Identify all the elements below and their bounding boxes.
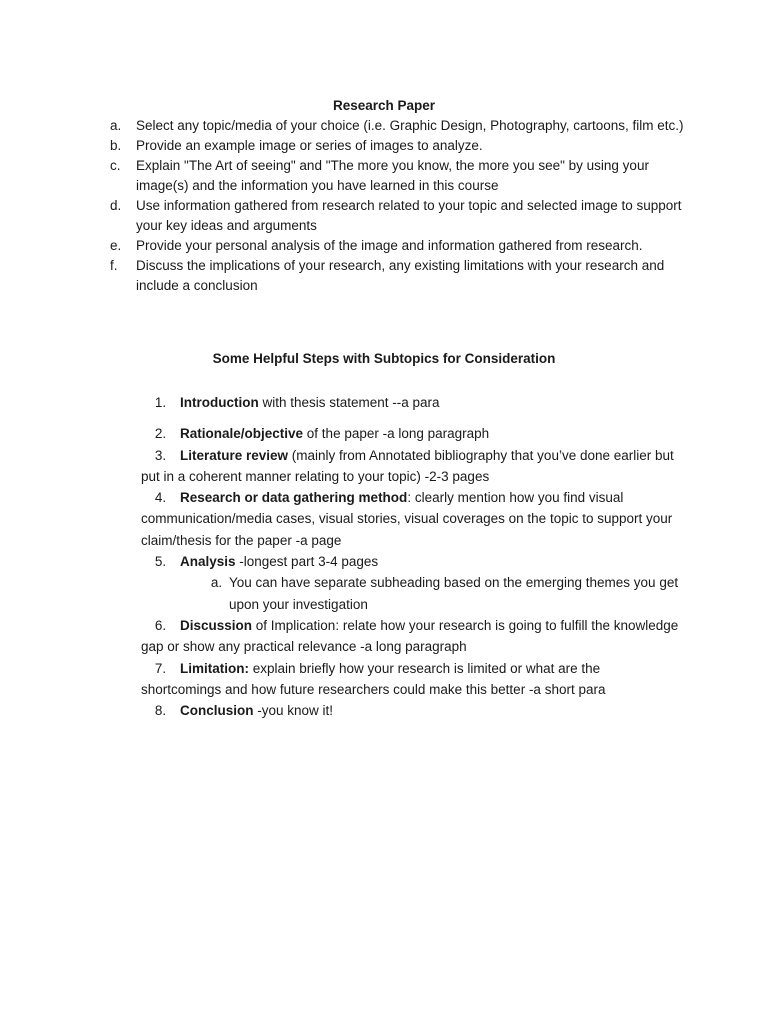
- list-marker: f.: [110, 258, 118, 273]
- step-heading: Discussion: [180, 617, 253, 633]
- step-text: -longest part 3-4 pages: [235, 554, 379, 570]
- list-marker: c.: [110, 158, 121, 173]
- subitem-text: You can have separate subheading based on the emerging themes you get upon your investigation: [229, 575, 679, 612]
- list-marker: b.: [110, 138, 122, 153]
- step-item-1: [141, 392, 681, 413]
- step-heading: Rationale/objective: [180, 426, 304, 442]
- step-item-4: [141, 487, 681, 551]
- step-heading: Introduction: [180, 395, 259, 410]
- step-number: 5.: [154, 554, 167, 570]
- list-marker: a.: [210, 575, 223, 591]
- requirements-list: [110, 116, 690, 296]
- requirement-item-a: [110, 116, 690, 136]
- requirement-item-c: [110, 156, 690, 196]
- list-marker: d.: [110, 198, 122, 213]
- step-heading: Conclusion: [180, 703, 254, 719]
- requirement-item-d: [110, 196, 690, 236]
- requirement-text: Explain "The Art of seeing" and "The more you know, the more you see" by using your image(s) and the information you have learned in this course: [136, 158, 649, 193]
- step-heading: Literature review: [180, 447, 289, 463]
- requirement-item-e: [110, 236, 690, 256]
- step-number: 6.: [154, 617, 167, 633]
- analysis-subitem: [141, 572, 681, 615]
- step-number: 4.: [154, 490, 167, 506]
- step-text: with thesis statement --a para: [258, 395, 440, 410]
- step-number: 3.: [154, 447, 167, 463]
- step-item-7: [141, 658, 681, 701]
- step-heading: Research or data gathering method: [180, 490, 408, 506]
- step-text: explain briefly how your research is limited or what are the shortcomings and how future researchers could make this better -a short para: [141, 660, 606, 697]
- step-number: 7.: [154, 660, 167, 676]
- step-text: (mainly from Annotated bibliography that you’ve done earlier but put in a coherent manner relating to your topic) -2-3 pages: [141, 447, 674, 484]
- document-title: Research Paper: [332, 98, 436, 113]
- requirement-text: Select any topic/media of your choice (i.e. Graphic Design, Photography, cartoons, film etc.): [136, 118, 684, 133]
- requirement-text: Discuss the implications of your research, any existing limitations with your research and include a conclusion: [136, 258, 665, 293]
- step-number: 2.: [154, 426, 167, 442]
- step-text: : clearly mention how you find visual communication/media cases, visual stories, visual coverages on the topic to support your claim/thesis for the paper -a page: [141, 490, 673, 548]
- step-number: 1.: [154, 395, 167, 410]
- step-item-2: [141, 423, 681, 444]
- step-text: of the paper -a long paragraph: [303, 426, 490, 442]
- list-marker: a.: [110, 118, 122, 133]
- requirement-text: Provide your personal analysis of the image and information gathered from research.: [136, 238, 643, 253]
- step-item-6: [141, 615, 681, 658]
- requirement-item-f: [110, 256, 690, 296]
- step-heading: Limitation:: [180, 660, 249, 676]
- section-subtitle: Some Helpful Steps with Subtopics for Consideration: [212, 351, 556, 366]
- step-text: of Implication: relate how your research is going to fulfill the knowledge gap or show any practical relevance -a long paragraph: [141, 617, 679, 655]
- step-item-8: [141, 700, 681, 721]
- step-item-5: [141, 551, 681, 572]
- step-number: 8.: [154, 703, 167, 719]
- requirement-item-b: [110, 136, 690, 156]
- step-text: -you know it!: [253, 703, 334, 719]
- requirement-text: Provide an example image or series of images to analyze.: [136, 138, 483, 153]
- step-heading: Analysis: [180, 554, 236, 570]
- list-marker: e.: [110, 238, 122, 253]
- steps-list: [141, 392, 681, 721]
- step-item-3: [141, 445, 681, 488]
- requirement-text: Use information gathered from research related to your topic and selected image to support your key ideas and arguments: [136, 198, 682, 233]
